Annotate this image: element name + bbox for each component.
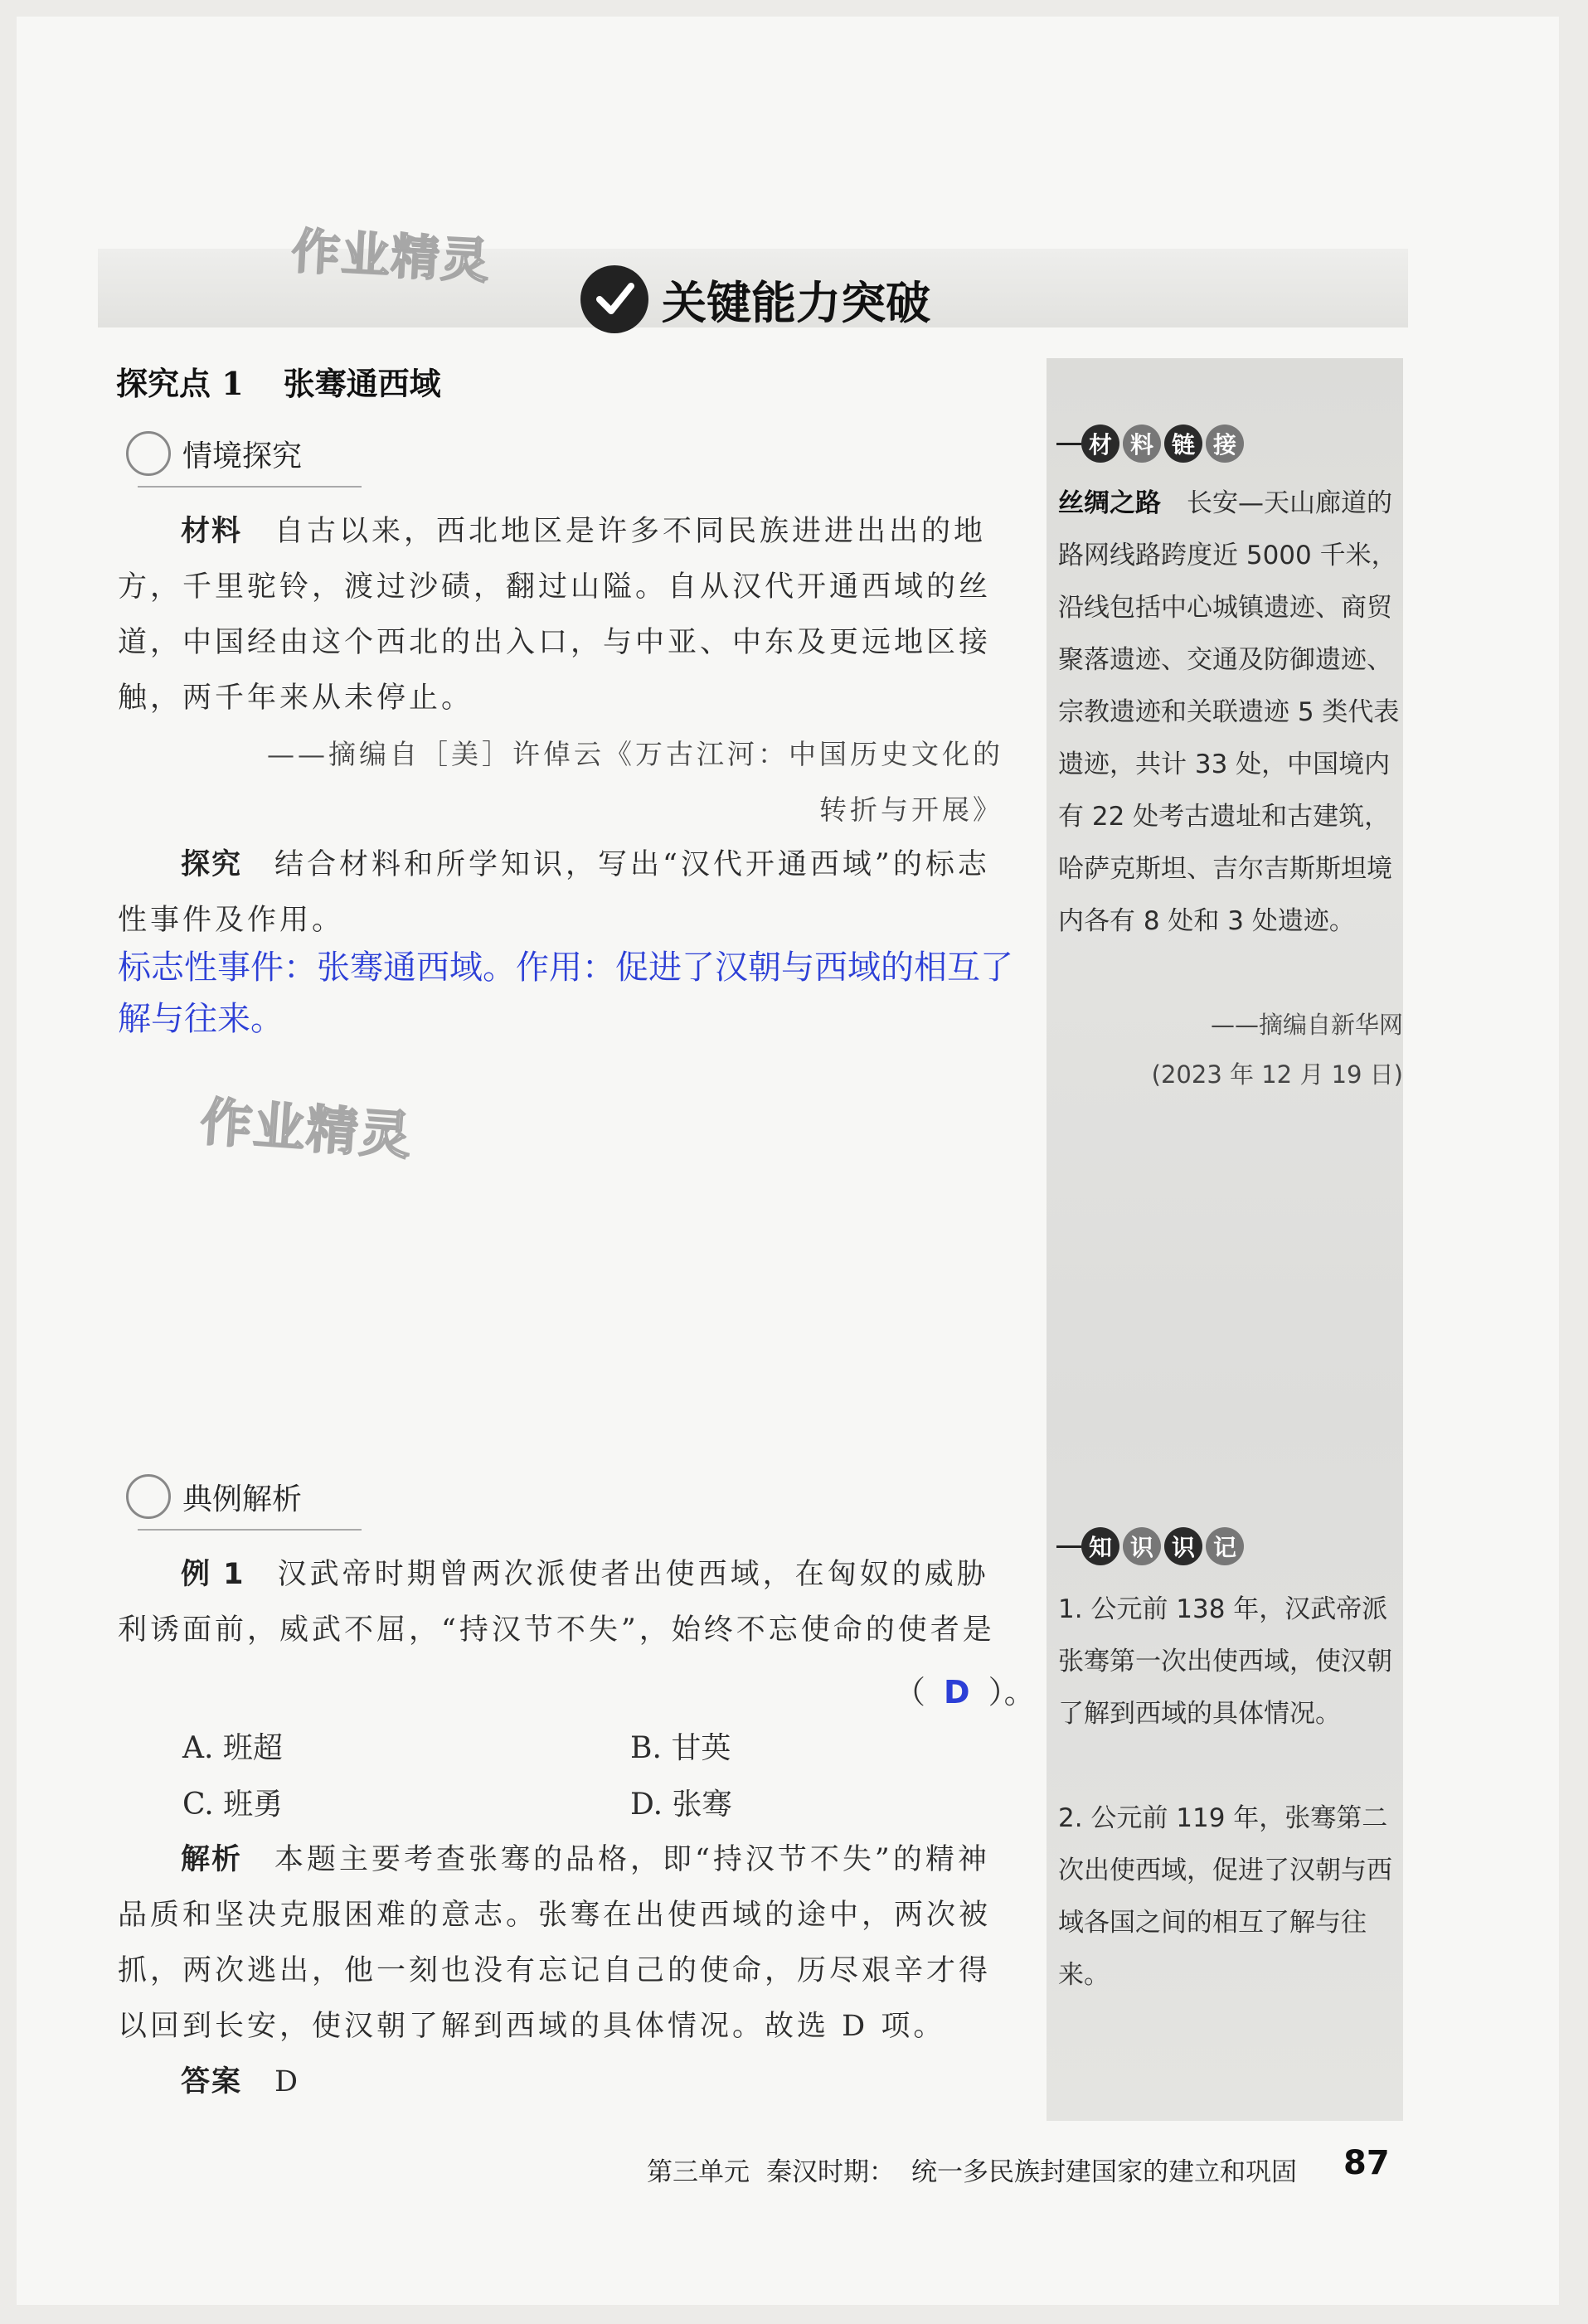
example-header bbox=[126, 1474, 302, 1519]
question-paragraph bbox=[118, 837, 1008, 949]
header-char: 识 bbox=[1164, 1527, 1202, 1565]
watermark: 作业精灵 bbox=[198, 1091, 415, 1167]
paren-open: （ bbox=[894, 1674, 926, 1710]
material-tag: 材料 bbox=[181, 515, 243, 548]
header-char: 接 bbox=[1206, 425, 1244, 463]
example-label: 典例解析 bbox=[182, 1482, 303, 1516]
source-line-2: 转折与开展》 bbox=[819, 793, 1003, 826]
checkmark-icon bbox=[580, 265, 648, 333]
answer-bracket bbox=[894, 1667, 1036, 1712]
header-char: 材 bbox=[1081, 425, 1119, 463]
divider bbox=[138, 1529, 362, 1531]
answer-tag: 答案 bbox=[181, 2065, 243, 2098]
answer-letter: D bbox=[944, 1674, 970, 1710]
analysis-tag: 解析 bbox=[181, 1843, 243, 1876]
option-d: D. 张骞 bbox=[630, 1788, 732, 1822]
option-c: C. 班勇 bbox=[182, 1788, 284, 1822]
situation-header bbox=[126, 431, 302, 476]
material-link-header bbox=[1056, 425, 1247, 463]
probe-label: 探究点 1 bbox=[116, 365, 244, 402]
situation-label: 情境探究 bbox=[182, 439, 303, 473]
answer-paragraph bbox=[118, 2055, 1008, 2110]
material-link-date: (2023 年 12 月 19 日) bbox=[1151, 1060, 1403, 1089]
material-link-text bbox=[1058, 478, 1405, 948]
material-paragraph bbox=[118, 504, 1008, 726]
footer bbox=[647, 2151, 1314, 2188]
header-char: 记 bbox=[1206, 1527, 1244, 1565]
option-b: B. 甘英 bbox=[630, 1731, 731, 1765]
footer-period: 秦汉时期： bbox=[766, 2157, 895, 2187]
header-char: 链 bbox=[1164, 425, 1202, 463]
probe-title bbox=[116, 358, 441, 404]
material-text: 自古以来，西北地区是许多不同民族进进出出的地方，千里驼铃，渡过沙碛，翻过山隘。自从汉代开通西域的丝道，中国经由这个西北的出入口，与中亚、中东及更远地区接触，两千年来从未停止。 bbox=[118, 515, 992, 715]
example-question-text: 汉武帝时期曾两次派使者出使西域，在匈奴的威胁利诱面前，威武不屈，“持汉节不失”，始终不忘使命的使者是 bbox=[118, 1558, 995, 1647]
header-char: 识 bbox=[1123, 1527, 1161, 1565]
source-line-1: ——摘编自［美］许倬云《万古江河：中国历史文化的 bbox=[267, 738, 1003, 770]
divider bbox=[138, 486, 362, 488]
divider bbox=[1056, 443, 1081, 445]
handwritten-answer: 标志性事件：张骞通西域。作用：促进了汉朝与西域的相互了解与往来。 bbox=[118, 949, 1013, 1038]
header-char: 料 bbox=[1123, 425, 1161, 463]
option-a: A. 班超 bbox=[182, 1731, 283, 1765]
analysis-paragraph bbox=[118, 1832, 1008, 2055]
knowledge-item-2: 2. 公元前 119 年，张骞第二次出使西域，促进了汉朝与西域各国之间的相互了解与往来。 bbox=[1058, 1803, 1392, 1990]
divider bbox=[1056, 1545, 1081, 1548]
page-number: 87 bbox=[1343, 2144, 1390, 2182]
material-link-bold: 丝绸之路 bbox=[1058, 488, 1161, 518]
section-header bbox=[580, 265, 930, 333]
knowledge-item-1: 1. 公元前 138 年，汉武帝派张骞第一次出使西域，使汉朝了解到西域的具体情况。 bbox=[1058, 1594, 1392, 1729]
footer-topic: 统一多民族封建国家的建立和巩固 bbox=[911, 2157, 1297, 2187]
header-char: 知 bbox=[1081, 1527, 1119, 1565]
question-text: 结合材料和所学知识，写出“汉代开通西域”的标志性事件及作用。 bbox=[118, 848, 990, 937]
watermark: 作业精灵 bbox=[290, 222, 493, 290]
paren-close: ）。 bbox=[988, 1674, 1036, 1710]
footer-unit: 第三单元 bbox=[647, 2157, 750, 2187]
material-link-body: 长安—天山廊道的路网线路跨度近 5000 千米，沿线包括中心城镇遗迹、商贸聚落遗迹、交通及防御遗迹、宗教遗迹和关联遗迹 5 类代表遗迹，共计 33 处，中国境内有 22 处考古遗址和古建筑，哈萨克斯坦、吉尔吉斯斯坦境内各有 8 处和 3 处遗迹。 bbox=[1058, 488, 1400, 936]
target-icon bbox=[126, 1474, 171, 1519]
magnifier-icon bbox=[126, 431, 171, 476]
answer-value: D bbox=[274, 2065, 302, 2098]
section-title: 关键能力突破 bbox=[662, 276, 930, 329]
probe-topic: 张骞通西域 bbox=[283, 365, 441, 402]
example-question bbox=[118, 1547, 1008, 1658]
example-tag: 例 1 bbox=[181, 1558, 245, 1591]
analysis-text: 本题主要考查张骞的品格，即“持汉节不失”的精神品质和坚决克服困难的意志。张骞在出使西域的途中，两次被抓，两次逃出，他一刻也没有忘记自己的使命，历尽艰辛才得以回到长安，使汉朝了解到西域的具体情况。故选 D 项。 bbox=[118, 1843, 992, 2043]
question-tag: 探究 bbox=[181, 848, 243, 881]
knowledge-header bbox=[1056, 1527, 1247, 1565]
material-link-source: ——摘编自新华网 bbox=[1210, 1011, 1403, 1039]
